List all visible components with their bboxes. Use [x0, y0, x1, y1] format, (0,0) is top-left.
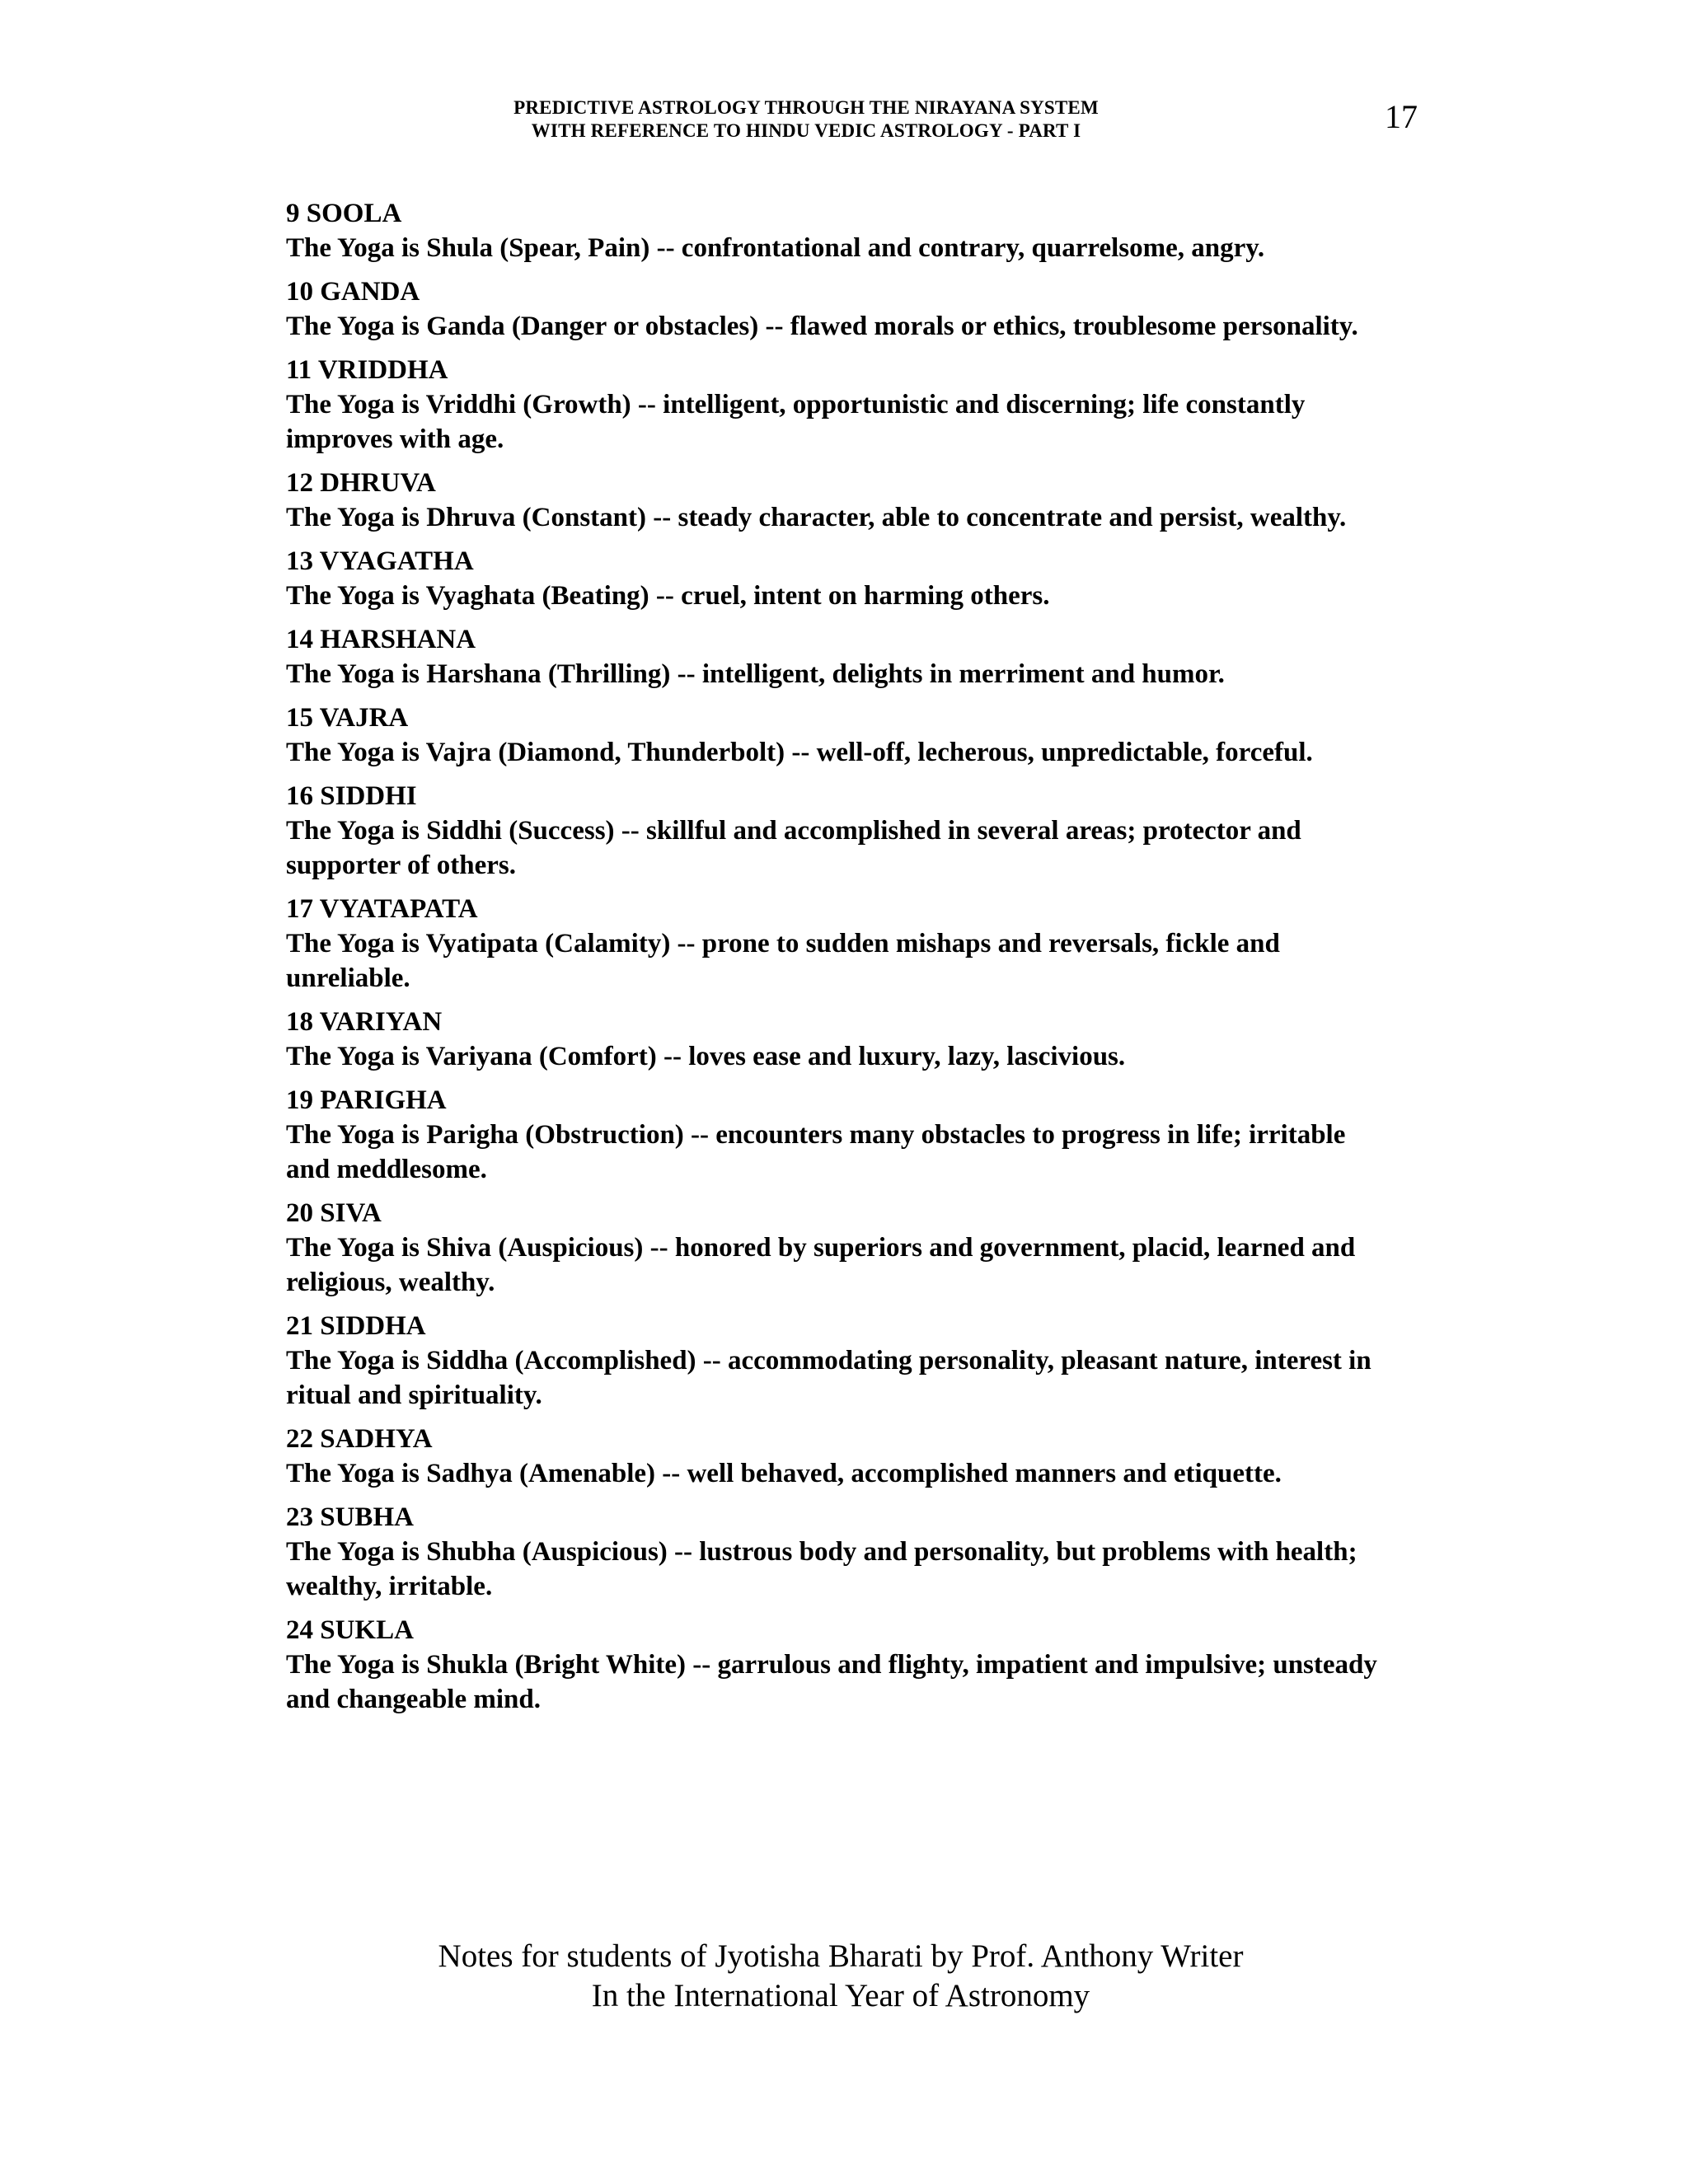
- yoga-title: 22 SADHYA: [286, 1424, 433, 1454]
- yoga-description: The Yoga is Vyatipata (Calamity) -- prone to sudden mishaps and reversals, fickle and unreliable.: [286, 929, 1280, 993]
- yoga-description: The Yoga is Ganda (Danger or obstacles) -- flawed morals or ethics, troublesome personality.: [286, 312, 1358, 341]
- header-line-2: WITH REFERENCE TO HINDU VEDIC ASTROLOGY - PART I: [531, 120, 1081, 141]
- yoga-description: The Yoga is Shukla (Bright White) -- garrulous and flighty, impatient and impulsive; unsteady and changeable mind.: [286, 1650, 1377, 1714]
- yoga-description: The Yoga is Sadhya (Amenable) -- well behaved, accomplished manners and etiquette.: [286, 1459, 1282, 1488]
- yoga-entry: [286, 274, 1390, 344]
- yoga-description: The Yoga is Variyana (Comfort) -- loves ease and luxury, lazy, lascivious.: [286, 1042, 1126, 1071]
- yoga-entry: [286, 466, 1390, 535]
- footer-line-1: Notes for students of Jyotisha Bharati by Prof. Anthony Writer: [438, 1938, 1244, 1974]
- yoga-entry: [286, 1005, 1390, 1074]
- yoga-description: The Yoga is Harshana (Thrilling) -- intelligent, delights in merriment and humor.: [286, 659, 1225, 689]
- yoga-entry: [286, 1613, 1390, 1717]
- page-number: 17: [1385, 98, 1418, 135]
- page-footer: [0, 1937, 1688, 2016]
- yoga-title: 16 SIDDHI: [286, 781, 417, 811]
- yoga-description: The Yoga is Vajra (Diamond, Thunderbolt) -- well-off, lecherous, unpredictable, forceful.: [286, 738, 1313, 767]
- yoga-title: 14 HARSHANA: [286, 625, 476, 654]
- yoga-title: 21 SIDDHA: [286, 1311, 426, 1341]
- yoga-description: The Yoga is Vriddhi (Growth) -- intelligent, opportunistic and discerning; life constantly improves with age.: [286, 390, 1306, 454]
- yoga-title: 18 VARIYAN: [286, 1007, 443, 1037]
- yoga-title: 19 PARIGHA: [286, 1085, 447, 1115]
- yoga-title: 15 VAJRA: [286, 703, 409, 733]
- yoga-entry: [286, 1083, 1390, 1187]
- yoga-description: The Yoga is Shula (Spear, Pain) -- confrontational and contrary, quarrelsome, angry.: [286, 233, 1265, 263]
- yoga-entry: [286, 1196, 1390, 1300]
- yoga-description: The Yoga is Shubha (Auspicious) -- lustrous body and personality, but problems with health; wealthy, irritable.: [286, 1537, 1357, 1601]
- yoga-title: 17 VYATAPATA: [286, 894, 478, 924]
- yoga-entry: [286, 353, 1390, 457]
- yoga-description: The Yoga is Dhruva (Constant) -- steady character, able to concentrate and persist, wealthy.: [286, 503, 1347, 532]
- yoga-entry: [286, 779, 1390, 883]
- footer-line-2: In the International Year of Astronomy: [591, 1978, 1090, 2013]
- yoga-title: 13 VYAGATHA: [286, 546, 474, 576]
- header-line-1: PREDICTIVE ASTROLOGY THROUGH THE NIRAYANA SYSTEM: [513, 97, 1099, 118]
- yoga-entry: [286, 1309, 1390, 1413]
- yoga-entry: [286, 622, 1390, 691]
- running-header: [0, 96, 1688, 143]
- yoga-entry: [286, 544, 1390, 613]
- yoga-description: The Yoga is Siddhi (Success) -- skillful and accomplished in several areas; protector and supporter of others.: [286, 816, 1301, 880]
- yoga-entry: [286, 196, 1390, 265]
- yoga-description: The Yoga is Parigha (Obstruction) -- encounters many obstacles to progress in life; irritable and meddlesome.: [286, 1120, 1346, 1184]
- yoga-entry: [286, 701, 1390, 770]
- yoga-description: The Yoga is Vyaghata (Beating) -- cruel, intent on harming others.: [286, 581, 1050, 611]
- yoga-title: 10 GANDA: [286, 277, 420, 307]
- yoga-description: The Yoga is Shiva (Auspicious) -- honored by superiors and government, placid, learned and religious, wealthy.: [286, 1233, 1356, 1297]
- yoga-title: 11 VRIDDHA: [286, 355, 448, 385]
- yoga-title: 24 SUKLA: [286, 1615, 414, 1645]
- yoga-title: 9 SOOLA: [286, 199, 402, 228]
- yoga-entry: [286, 1500, 1390, 1604]
- yoga-title: 12 DHRUVA: [286, 468, 436, 498]
- yoga-entry: [286, 1422, 1390, 1491]
- yoga-title: 23 SUBHA: [286, 1502, 414, 1532]
- yoga-list: [286, 196, 1390, 1726]
- yoga-title: 20 SIVA: [286, 1198, 382, 1228]
- yoga-entry: [286, 892, 1390, 996]
- yoga-description: The Yoga is Siddha (Accomplished) -- accommodating personality, pleasant nature, interest in ritual and spirituality.: [286, 1346, 1372, 1410]
